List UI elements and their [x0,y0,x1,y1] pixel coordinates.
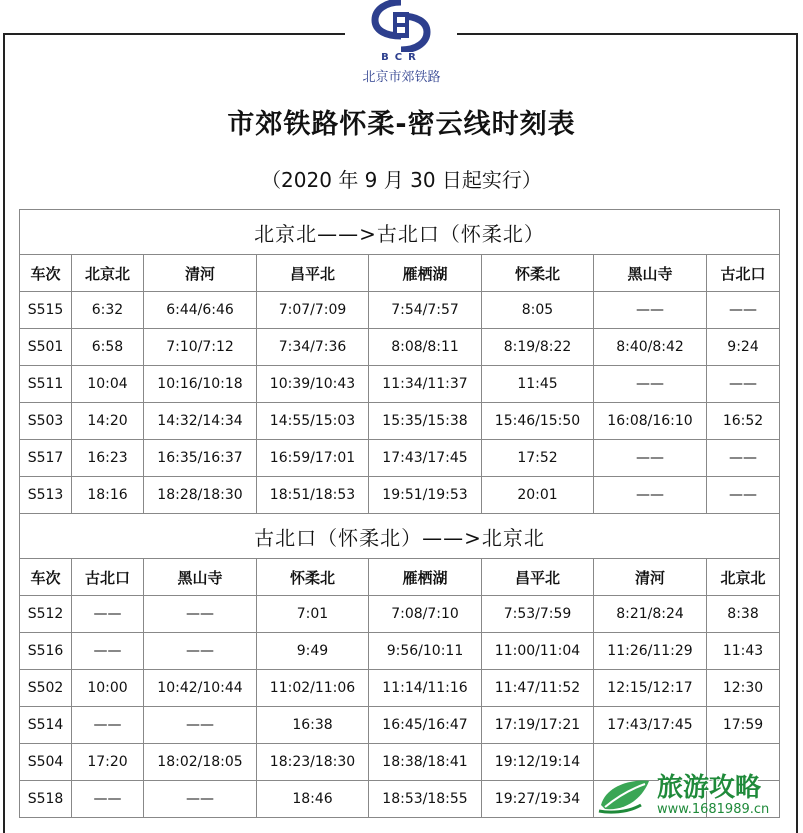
time-cell: 10:42/10:44 [144,670,257,707]
train-number-cell: S504 [20,744,72,781]
time-cell: 11:02/11:06 [257,670,369,707]
column-header: 黑山寺 [144,559,257,596]
time-cell: 18:02/18:05 [144,744,257,781]
column-header: 清河 [144,255,257,292]
time-cell: 17:43/17:45 [369,440,482,477]
time-cell: 14:55/15:03 [257,403,369,440]
time-cell: —— [72,596,144,633]
time-cell: 19:27/19:34 [482,781,594,818]
watermark [597,767,797,823]
time-cell: —— [707,440,780,477]
table-row [20,477,780,514]
time-cell: 7:34/7:36 [257,329,369,366]
time-cell: 9:56/10:11 [369,633,482,670]
time-cell: —— [707,477,780,514]
page-subtitle: （2020 年 9 月 30 日起实行） [261,168,542,192]
time-cell: 16:23 [72,440,144,477]
time-cell: 18:51/18:53 [257,477,369,514]
train-number-cell: S511 [20,366,72,403]
time-cell: 12:15/12:17 [594,670,707,707]
time-cell: 11:26/11:29 [594,633,707,670]
time-cell: 6:58 [72,329,144,366]
time-cell: 17:20 [72,744,144,781]
table-row [20,366,780,403]
time-cell: 11:43 [707,633,780,670]
time-cell: 16:35/16:37 [144,440,257,477]
time-cell: 8:40/8:42 [594,329,707,366]
time-cell: 10:16/10:18 [144,366,257,403]
train-number-cell: S503 [20,403,72,440]
direction-heading: 北京北——>古北口（怀柔北） [20,210,780,255]
time-cell: 14:32/14:34 [144,403,257,440]
time-cell: 7:53/7:59 [482,596,594,633]
time-cell: 19:12/19:14 [482,744,594,781]
logo-org-name: 北京市郊铁路 [362,70,441,85]
time-cell: 6:32 [72,292,144,329]
column-header: 怀柔北 [257,559,369,596]
time-cell: 11:45 [482,366,594,403]
time-cell: 9:24 [707,329,780,366]
watermark-url: www.1681989.cn [657,802,770,817]
time-cell: 16:59/17:01 [257,440,369,477]
train-number-cell: S518 [20,781,72,818]
time-cell: 18:23/18:30 [257,744,369,781]
time-cell: 18:38/18:41 [369,744,482,781]
direction-heading: 古北口（怀柔北）——>北京北 [20,514,780,559]
time-cell: 18:16 [72,477,144,514]
time-cell: —— [594,292,707,329]
time-cell: 8:21/8:24 [594,596,707,633]
time-cell: 10:39/10:43 [257,366,369,403]
train-number-cell: S517 [20,440,72,477]
time-cell: 8:19/8:22 [482,329,594,366]
time-cell: 18:53/18:55 [369,781,482,818]
time-cell: —— [72,707,144,744]
column-header: 北京北 [707,559,780,596]
time-cell: —— [707,292,780,329]
time-cell: 19:51/19:53 [369,477,482,514]
time-cell: 8:08/8:11 [369,329,482,366]
page-title: 市郊铁路怀柔-密云线时刻表 [227,109,576,140]
column-header: 车次 [20,255,72,292]
time-cell: 15:46/15:50 [482,403,594,440]
time-cell: 7:01 [257,596,369,633]
time-cell: 16:38 [257,707,369,744]
table-row [20,292,780,329]
time-cell: 16:45/16:47 [369,707,482,744]
train-number-cell: S502 [20,670,72,707]
train-number-cell: S501 [20,329,72,366]
time-cell: 18:28/18:30 [144,477,257,514]
time-cell: 11:14/11:16 [369,670,482,707]
time-cell: 18:46 [257,781,369,818]
time-cell: 11:00/11:04 [482,633,594,670]
table-row [20,670,780,707]
train-number-cell: S513 [20,477,72,514]
time-cell: —— [594,477,707,514]
column-header: 清河 [594,559,707,596]
time-cell: —— [72,781,144,818]
time-cell: 17:19/17:21 [482,707,594,744]
header-row [20,255,780,292]
time-cell: —— [594,440,707,477]
column-header: 车次 [20,559,72,596]
time-cell: 20:01 [482,477,594,514]
time-cell: 12:30 [707,670,780,707]
timetable [19,209,780,818]
time-cell: 17:43/17:45 [594,707,707,744]
time-cell: 7:07/7:09 [257,292,369,329]
train-number-cell: S512 [20,596,72,633]
table-row [20,633,780,670]
column-header: 古北口 [72,559,144,596]
column-header: 古北口 [707,255,780,292]
time-cell: 16:52 [707,403,780,440]
header-row [20,559,780,596]
time-cell: 8:05 [482,292,594,329]
column-header: 昌平北 [257,255,369,292]
time-cell: 15:35/15:38 [369,403,482,440]
time-cell: —— [144,633,257,670]
table-row [20,329,780,366]
bcr-logo-icon [371,0,431,52]
table-row [20,707,780,744]
train-number-cell: S514 [20,707,72,744]
time-cell: 8:38 [707,596,780,633]
column-header: 雁栖湖 [369,559,482,596]
train-number-cell: S515 [20,292,72,329]
table-row [20,440,780,477]
time-cell: 11:47/11:52 [482,670,594,707]
time-cell: —— [144,707,257,744]
column-header: 黑山寺 [594,255,707,292]
column-header: 雁栖湖 [369,255,482,292]
time-cell: 11:34/11:37 [369,366,482,403]
column-header: 昌平北 [482,559,594,596]
time-cell: 7:08/7:10 [369,596,482,633]
time-cell: 10:04 [72,366,144,403]
train-number-cell: S516 [20,633,72,670]
time-cell: —— [72,633,144,670]
time-cell: 16:08/16:10 [594,403,707,440]
logo-mark: BCR [381,52,422,63]
watermark-title: 旅游攻略 [657,773,762,803]
time-cell: 14:20 [72,403,144,440]
time-cell: 7:10/7:12 [144,329,257,366]
time-cell: 17:59 [707,707,780,744]
time-cell: 17:52 [482,440,594,477]
time-cell: —— [144,781,257,818]
time-cell: 9:49 [257,633,369,670]
column-header: 北京北 [72,255,144,292]
time-cell: 6:44/6:46 [144,292,257,329]
time-cell: 7:54/7:57 [369,292,482,329]
time-cell: —— [707,366,780,403]
table-row [20,403,780,440]
time-cell: —— [144,596,257,633]
time-cell: —— [594,366,707,403]
table-row [20,596,780,633]
column-header: 怀柔北 [482,255,594,292]
leaf-icon [597,775,653,815]
time-cell: 10:00 [72,670,144,707]
